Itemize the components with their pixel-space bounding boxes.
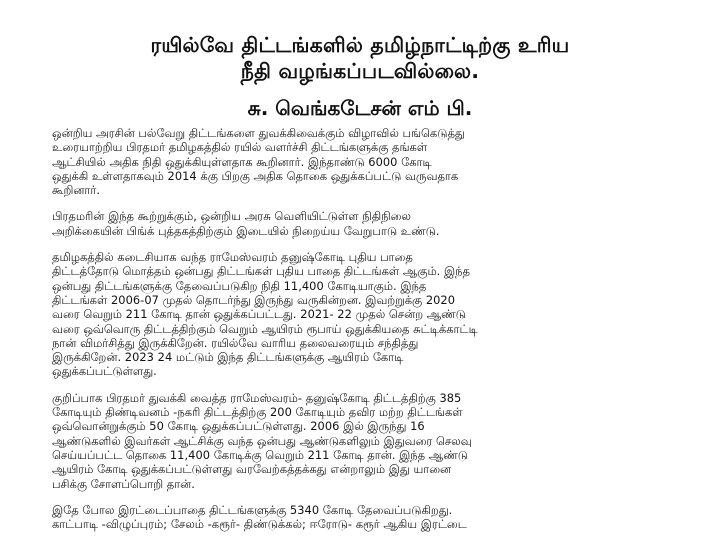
paragraph-line: தமிழகத்தில் கடைசியாக வந்த ராமேஸ்வரம் தனுஷ்கோடி புதிய பாதை	[52, 250, 413, 265]
paragraph-line: நான் விமர்சித்து இருக்கிறேன். ரயில்வே வாரிய தலைவரையும் சந்தித்து	[52, 335, 419, 350]
paragraph-5	[52, 503, 672, 532]
paragraph-line: கூறினார்.	[52, 183, 101, 198]
paragraph-line: ஆயிரம் கோடி ஒதுக்கப்பட்டுள்ளது வரவேற்கத்தக்கது என்றாலும் இது யானை	[52, 462, 452, 477]
paragraph-line: உரையாற்றிய பிரதமர் தமிழகத்தில் ரயில் வளர்ச்சி திட்டங்களுக்கு தங்கள்	[52, 140, 428, 155]
paragraph-line: திட்டத்தோடு மொத்தம் ஒன்பது திட்டங்கள் புதிய பாதை திட்டங்கள் ஆகும். இந்த	[52, 264, 470, 279]
paragraph-line: ஒன்றிய அரசின் பல்வேறு திட்டங்களை துவக்கிவைக்கும் விழாவில் பங்கெடுத்து	[52, 126, 465, 140]
paragraph-line: ஒன்பது திட்டங்களுக்கு தேவைப்படுகிற நிதி 11,400 கோடியாகும். இந்த	[52, 278, 427, 293]
paragraph-line: காட்பாடி -விழுப்புரம்; சேலம் -கரூர்- திண்டுக்கல்; ஈரோடு- கரூர் ஆகிய இரட்டை	[52, 517, 467, 532]
paragraph-line: பசிக்கு சோளப்பொறி தான்.	[52, 476, 195, 491]
paragraph-line: செய்யப்பட்ட தொகை 11,400 கோடிக்கு வெறும் 211 கோடி தான். இந்த ஆண்டு	[52, 447, 469, 462]
paragraph-line: ஆண்டுகளில் இவர்கள் ஆட்சிக்கு வந்த ஒன்பது ஆண்டுகளிலும் இதுவரை செலவு	[52, 433, 472, 448]
paragraph-line: திட்டங்கள் 2006-07 முதல் தொடர்ந்து இருந்து வருகின்றன. இவற்றுக்கு 2020	[52, 292, 456, 307]
paragraph-line: ஒதுக்கப்பட்டுள்ளது.	[52, 364, 157, 379]
paragraph-line: ஒதுக்கி உள்ளதாகவும் 2014 க்கு பிறகு அதிக தொகை ஒதுக்கப்பட்டு வருவதாக	[52, 168, 459, 183]
paragraph-line: வரை ஒவ்வொரு திட்டத்திற்கும் வெறும் ஆயிரம் ரூபாய் ஒதுக்கியதை சுட்டிக்காட்டி	[52, 321, 478, 336]
paragraph-4	[52, 391, 672, 491]
document-body	[52, 126, 672, 540]
paragraph-line: ஆட்சியில் அதிக நிதி ஒதுக்கியுள்ளதாக கூறினார். இந்தாண்டு 6000 கோடி	[52, 154, 432, 169]
paragraph-2	[52, 209, 672, 238]
paragraph-line: அறிக்கையின் பிங்க் புத்தகத்திற்கும் இடையில் நிறைய்ய வேறுபாடு உண்டு.	[52, 223, 440, 238]
document-title-line-2: நீதி வழங்கப்படவில்லை.	[240, 59, 480, 83]
paragraph-1	[52, 126, 672, 197]
paragraph-line: குறிப்பாக பிரதமர் துவக்கி வைத்த ராமேஸ்வரம்- தனுஷ்கோடி திட்டத்திற்கு 385	[52, 390, 462, 405]
document-title-line-1: ரயில்வே திட்டங்களில் தமிழ்நாட்டிற்கு உரிய	[150, 33, 570, 57]
paragraph-line: பிரதமரின் இந்த கூற்றுக்கும், ஒன்றிய அரசு வெளியிட்டுள்ள நிதிநிலை	[52, 209, 411, 224]
paragraph-line: வரை வெறும் 211 கோடி தான் ஒதுக்கப்பட்டது. 2021- 22 முதல் சென்ற ஆண்டு	[52, 307, 466, 322]
paragraph-3	[52, 250, 672, 379]
paragraph-line: ஒவ்வொன்றுக்கும் 50 கோடி ஒதுக்கப்பட்டுள்ளது. 2006 இல் இருந்து 16	[52, 419, 425, 434]
paragraph-line: இருக்கிறேன். 2023 24 மட்டும் இந்த திட்டங்களுக்கு ஆயிரம் கோடி	[52, 350, 404, 365]
paragraph-line: இதே போல இரட்டைப்பாதை திட்டங்களுக்கு 5340 கோடி தேவைப்படுகிறது.	[52, 502, 453, 517]
author-byline: சு. வெங்கடேசன் எம் பி.	[247, 96, 473, 120]
paragraph-line: கோடியும் திண்டிவனம் -நகரி திட்டத்திற்கு 200 கோடியும் தவிர மற்ற திட்டங்கள்	[52, 405, 463, 420]
